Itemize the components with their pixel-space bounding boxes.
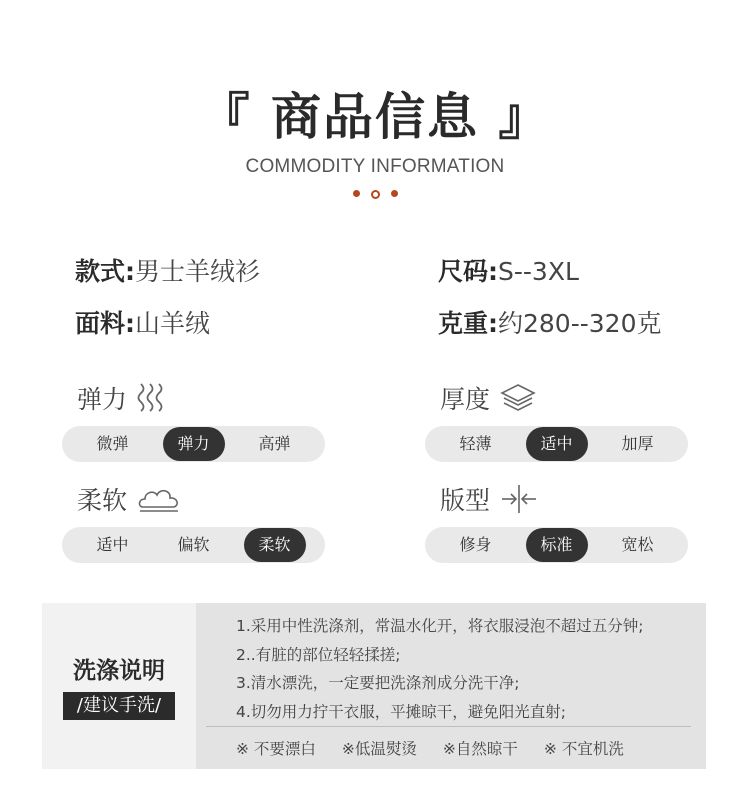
attr-elasticity-label: 弹力 (77, 385, 128, 414)
attr-thickness (440, 380, 536, 416)
note-low-iron: ※低温熨烫 (341, 740, 417, 758)
info-fabric-label: 面料: (75, 309, 135, 338)
option-moderate[interactable]: 适中 (96, 535, 129, 554)
page-subtitle: COMMODITY INFORMATION (245, 156, 505, 177)
info-style-value: 男士羊绒衫 (135, 257, 261, 286)
instruction-line: 2..有脏的部位轻轻揉搓; (236, 645, 401, 664)
washing-title: 洗涤说明 (73, 658, 165, 684)
option-soft[interactable]: 柔软 (244, 528, 306, 562)
page-title: 『 商品信息 』 (199, 88, 551, 146)
elasticity-options (62, 426, 325, 462)
attr-thickness-label: 厚度 (440, 385, 491, 414)
option-elastic[interactable]: 弹力 (163, 427, 225, 461)
dot-icon (353, 190, 360, 197)
option-medium[interactable]: 适中 (526, 427, 588, 461)
decorative-dots (0, 190, 750, 199)
option-slightly-soft[interactable]: 偏软 (177, 535, 210, 554)
info-style (75, 252, 260, 288)
dot-icon (391, 190, 398, 197)
info-size-label: 尺码: (438, 257, 498, 286)
option-loose[interactable]: 宽松 (621, 535, 654, 554)
info-fabric (75, 304, 210, 340)
note-no-bleach: ※ 不要漂白 (236, 740, 316, 758)
option-thin[interactable]: 轻薄 (459, 434, 492, 453)
option-slim[interactable]: 修身 (459, 535, 492, 554)
washing-header-panel (42, 603, 196, 769)
info-weight-label: 克重: (438, 309, 498, 338)
wavy-lines-icon (137, 382, 167, 414)
info-weight-value: 约280--320克 (498, 309, 662, 338)
attr-elasticity (77, 380, 167, 416)
option-thick[interactable]: 加厚 (621, 434, 654, 453)
instruction-line: 1.采用中性洗涤剂，常温水化开，将衣服浸泡不超过五分钟; (236, 617, 644, 635)
info-style-label: 款式: (75, 257, 135, 286)
attr-fit (440, 481, 538, 517)
layers-icon (500, 383, 536, 413)
thickness-options (425, 426, 688, 462)
info-fabric-value: 山羊绒 (135, 309, 211, 338)
option-standard[interactable]: 标准 (526, 528, 588, 562)
ring-dot-icon (371, 190, 380, 199)
attr-fit-label: 版型 (440, 486, 491, 515)
instruction-line: 4.切勿用力拧干衣服，平摊晾干，避免阳光直射; (236, 702, 567, 721)
note-air-dry: ※自然晾干 (442, 740, 518, 758)
softness-options (62, 527, 325, 563)
washing-instructions (236, 612, 644, 726)
attr-softness (77, 481, 181, 517)
info-weight (438, 304, 661, 340)
cloud-icon (137, 485, 181, 513)
note-no-machine-wash: ※ 不宜机洗 (543, 740, 624, 758)
care-notes (236, 737, 624, 759)
instruction-line: 3.清水漂洗，一定要把洗涤剂成分洗干净; (236, 674, 520, 692)
compress-arrows-icon (500, 483, 538, 515)
fit-options (425, 527, 688, 563)
hand-wash-tag: /建议手洗/ (63, 692, 175, 720)
option-weak-elastic[interactable]: 微弹 (96, 434, 129, 453)
option-high-elastic[interactable]: 高弹 (258, 434, 291, 453)
divider (206, 726, 691, 727)
info-size-value: S--3XL (498, 257, 579, 286)
attr-softness-label: 柔软 (77, 486, 128, 515)
info-size (438, 252, 579, 288)
